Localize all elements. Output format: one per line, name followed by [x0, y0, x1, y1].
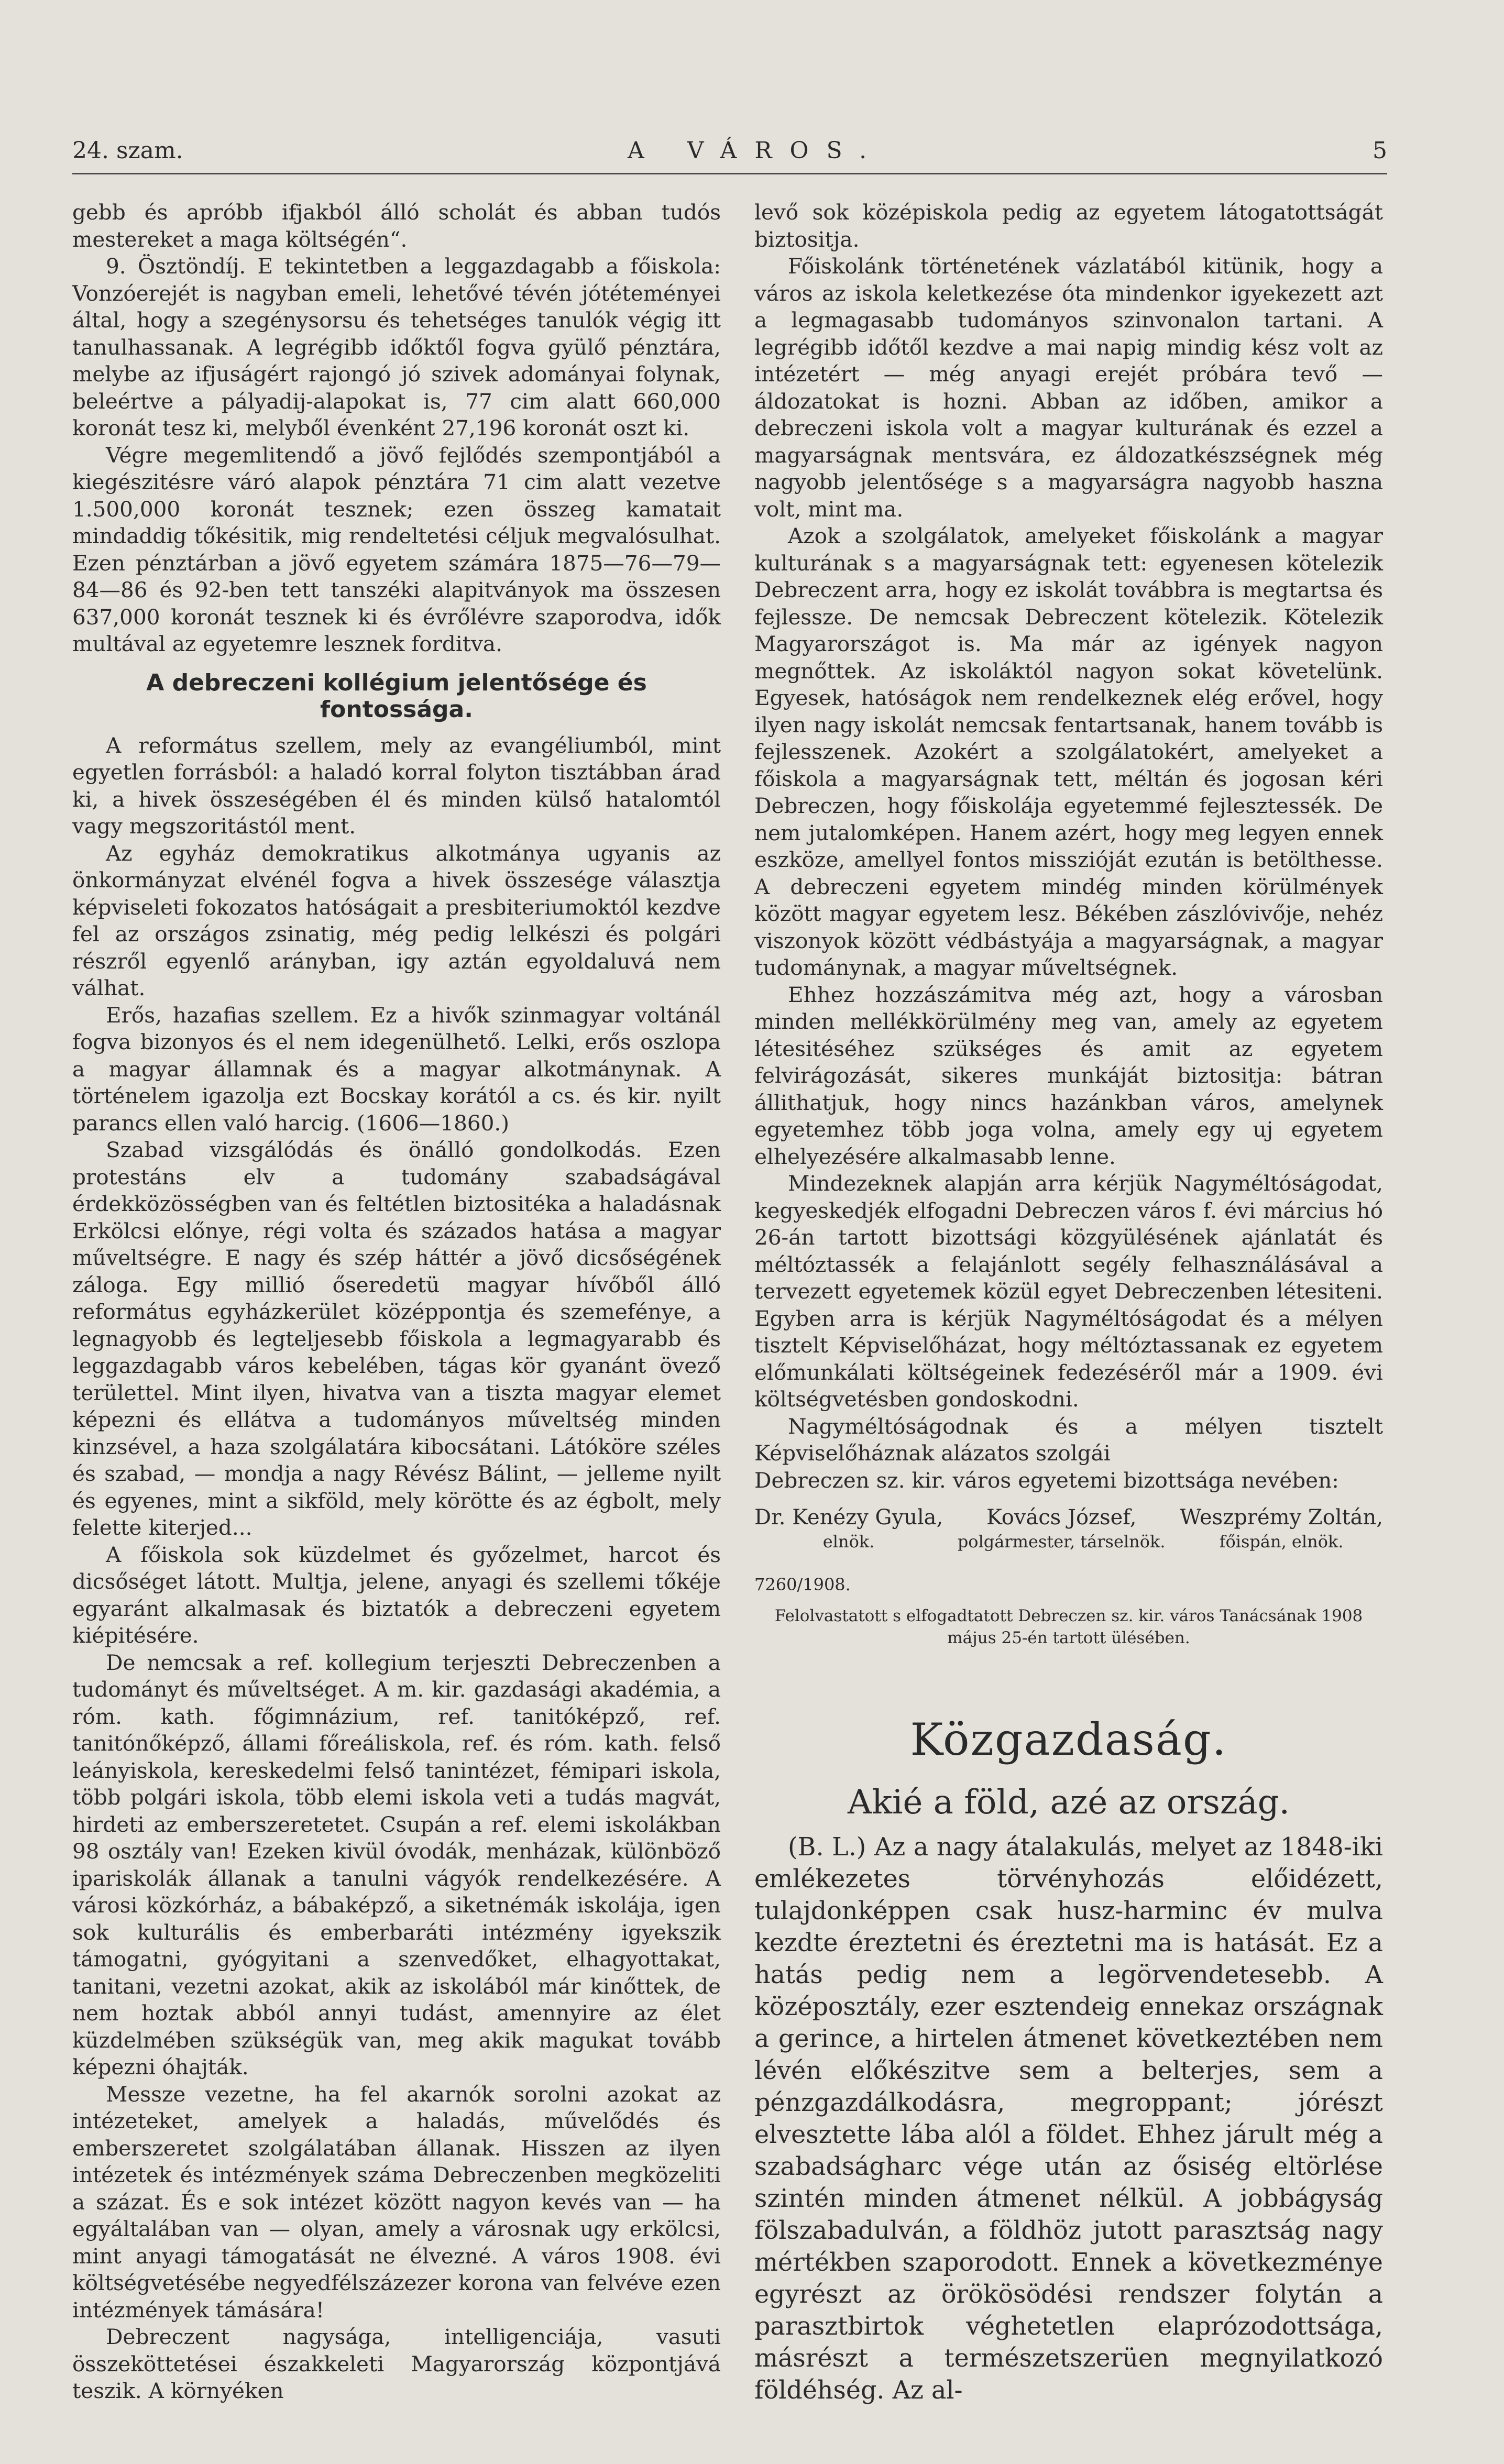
signature-name: Kovács József,	[986, 1505, 1137, 1530]
resolution-note: Felolvastatott s elfogadtatott Debreczen sz. kir. város Tanácsának 1908 május 25-én tartott ülésében.	[774, 1607, 1363, 1647]
section-title: A debreczeni kollégium jelentősége és fontossága.	[146, 669, 647, 723]
article-title: Akié a föld, azé az ország.	[848, 1783, 1290, 1822]
paragraph: Azok a szolgálatok, amelyeket főiskolánk a magyar kulturának s a magyarságnak tett: egyenesen kötelezik Debreczent arra, hogy ez iskolát továbbra is megtartsa és fejlessze. De nemcsak Debreczent kötelezik. Kötelezik Magyarországot is. Ma már az igények nagyon megnőttek. Az iskoláktól nagyon sokat követelünk. Egyesek, hatóságok nem rendelkeznek elég erővel, hogy ilyen nagy iskolát nemcsak fentartsanak, hanem tovább is fejlesszenek. Azokért a szolgálatokért, amelyeket a főiskola a magyarságnak tett, méltán és jogosan kéri Debreczen, hogy főiskolája egyetemmé fejlesztessék. De nem jutalomképen. Hanem azért, hogy meg legyen ennek eszköze, amellyel fontos misszióját ezután is betölthesse. A debreczeni egyetem mindég minden körülmények között magyar egyetem lesz. Békében zászlóvivője, nehéz viszonyok között védbástyája a magyarságnak, a magyar tudománynak, a magyar műveltségnek.	[754, 523, 1383, 980]
paragraph: Erős, hazafias szellem. Ez a hivők szinmagyar voltánál fogva bizonyos és el nem idegenülhető. Lelki, erős oszlopa a magyar államnak és a magyar alkotmánynak. A történelem igazolja ezt Bocskay korától a cs. és kir. nyilt parancs ellen való harcig. (1606—1860.)	[72, 1002, 721, 1136]
paragraph: Főiskolánk történetének vázlatából kitünik, hogy a város az iskola keletkezése óta mindenkor igyekezett azt a legmagasabb tudományos szinvonalon tartani. A legrégibb időtől kezdve a mai napig mindig kész volt az intézetért — még anyagi erejét próbára tevő — áldozatokat is hozni. Abban az időben, amikor a debreczeni iskola volt a magyar kulturának és ezzel a magyarságnak mentsvára, ez áldozatkészségnek még nagyobb jelentősége s a magyarságra nagyobb haszna volt, mint ma.	[754, 254, 1383, 522]
signatures	[754, 1505, 1383, 1552]
signature	[958, 1505, 1166, 1552]
signature	[754, 1505, 943, 1552]
page-number: 5	[1373, 137, 1387, 164]
newspaper-title: A VÁROS.	[628, 137, 885, 164]
paragraph: 9. Ösztöndíj. E tekintetben a leggazdagabb a főiskola: Vonzóerejét is nagyban emeli, lehetővé tévén jótéteményei által, hogy a szegénysorsu és tehetséges tanulók végig itt tanulhassanak. A legrégibb időktől fogva gyülő pénztára, melybe az ifjuságért rajongó jó szivek adományai folynak, beleértve a pályadij-alapokat is, 77 cim alatt 660,000 koronát tesz ki, melyből évenként 27,196 koronát oszt ki.	[72, 254, 721, 441]
paragraph: Szabad vizsgálódás és önálló gondolkodás. Ezen protestáns elv a tudomány szabadságával érdekközösségben van és feltétlen biztositéka a haladásnak Erkölcsi előnye, régi volta és százados hatása a magyar műveltségre. E nagy és szép háttér a jövő dicsőségének záloga. Egy millió őseredetü magyar hívőből álló református egyházkerület középpontja és szemefénye, a legnagyobb és legteljesebb főiskola a legmagyarabb és leggazdagabb város kebelében, tágas kör gyanánt övező területtel. Mint ilyen, hivatva van a tiszta magyar elemet képezni és ellátva a tudományos műveltség minden kinzsével, a haza szolgálatára kibocsátani. Látóköre széles és szabad, — mondja a nagy Révész Bálint, — jelleme nyilt és egyenes, mint a sikföld, mely körötte és az égbolt, mely felette kiterjed...	[72, 1137, 721, 1540]
signature-name: Dr. Kenézy Gyula,	[754, 1505, 943, 1530]
paragraph: Debreczent nagysága, intelligenciája, vasuti összeköttetései északkeleti Magyarország központjává teszik. A környéken	[72, 2324, 721, 2403]
signature-role: főispán, elnök.	[1219, 1532, 1344, 1552]
paragraph: A református szellem, mely az evangéliumból, mint egyetlen forrásból: a haladó korral folyton tisztábban árad ki, a hivek összeségében él és minden külső hatalomtól vagy megszoritástól ment.	[72, 732, 721, 839]
paragraph: A főiskola sok küzdelmet és győzelmet, harcot és dicsőséget látott. Multja, jelene, anyagi és szellemi tőkéje egyaránt alkalmasak és biztatók a debreczeni egyetem kiépitésére.	[72, 1542, 721, 1648]
signature-name: Weszprémy Zoltán,	[1180, 1505, 1383, 1530]
section-heading: Közgazdaság.	[910, 1714, 1227, 1765]
article-body: (B. L.) Az a nagy átalakulás, melyet az 1848-iki emlékezetes törvényhozás előidézett, tulajdonképpen csak husz-harminc év mulva kezdte éreztetni és éreztetni ma is hatását. Ez a hatás pedig nem a legörvendetesebb. A középosztály, ezer esztendeig ennekaz országnak a gerince, a hirtelen átmenet következtében nem lévén előkészitve sem a belterjes, sem a pénzgazdálkodásra, megroppant; jórészt elvesztette lába alól a földet. Ehhez járult még a szabadságharc vége után az ősiség eltörlése szintén minden átmenet nélkül. A jobbágyság fölszabadulván, a földhöz jutott parasztság nagy mértékben szaporodott. Ennek a következménye egyrészt az örökösödési rendszer folytán a parasztbirtok véghetetlen elaprózodottsága, másrészt a természetszerüen megnyilatkozó földéhség. Az al-	[754, 1833, 1383, 2405]
paragraph: De nemcsak a ref. kollegium terjeszti Debreczenben a tudományt és műveltséget. A m. kir. gazdasági akadémia, a róm. kath. főgimnázium, ref. tanitóképző, ref. tanitónőképző, állami főreáliskola, ref. és róm. kath. felső leányiskola, kereskedelmi felső tanintézet, fémipari iskola, több polgári iskola, több elemi iskola veti a tudás magvát, hirdeti az emberszeretetet. Csupán a ref. elemi iskolákban 98 osztály van! Ezeken kivül óvodák, menházak, különböző ipariskolák állanak a tanulni vágyók rendelkezésére. A városi közkórház, a bábaképző, a siketnémák iskolája, igen sok kulturális és emberbaráti intézmény igyekszik támogatni, gyógyitani a szenvedőket, elhagyottakat, tanitani, vezetni azokat, akik az iskolából már kinőttek, de nem hoztak abból annyi tudást, amennyire az élet küzdelmében szükségük van, meg akik magukat tovább képezni óhajták.	[72, 1649, 721, 2080]
signature-intro: Debreczen sz. kir. város egyetemi bizottsága nevében:	[754, 1467, 1339, 1493]
left-column	[72, 199, 721, 2405]
paragraph: Messze vezetne, ha fel akarnók sorolni azokat az intézeteket, amelyek a haladás, művelődés és emberszeretet szolgálatában állanak. Hisszen az ilyen intézetek és intézmények száma Debreczenben megközeliti a százat. És e sok intézet között nagyon kevés van — ha egyáltalában van — olyan, amely a városnak ugy erkölcsi, mint anyagi támogatását ne élvezné. A város 1908. évi költségvetésébe negyedfélszázezer korona van felvéve ezen intézmények támására!	[72, 2081, 721, 2323]
right-column	[754, 199, 1383, 2406]
issue-number: 24. szam.	[72, 137, 183, 164]
paragraph: levő sok középiskola pedig az egyetem látogatottságát biztositja.	[754, 200, 1383, 252]
paragraph: Nagyméltóságodnak és a mélyen tisztelt Képviselőháznak alázatos szolgái	[754, 1413, 1383, 1466]
paragraph: Ehhez hozzászámitva még azt, hogy a városban minden mellékkörülmény meg van, amely az egyetem létesitéséhez szükséges és amit az egyetem felvirágozását, sikeres munkáját biztositja: bátran állithatjuk, hogy nincs hazánkban város, amelynek egyetemhez több joga volna, amely egy uj egyetem elhelyezésére alkalmasabb lenne.	[754, 982, 1383, 1169]
signature-role: elnök.	[822, 1532, 875, 1552]
paragraph: Mindezeknek alapján arra kérjük Nagyméltóságodat, kegyeskedjék elfogadni Debreczen város f. évi március hó 26-án tartott bizottsági közgyülésének ajánlatát és méltóztassék a felajánlott segély felhasználásával a tervezett egyetemek közül egyet Debreczenben létesiteni. Egyben arra is kérjük Nagyméltóságodat és a mélyen tisztelt Képviselőházat, hogy méltóztassanak ez egyetem előmunkálati költségeinek fedezéséről már a 1909. évi költségvetésben gondoskodni.	[754, 1171, 1383, 1412]
signature	[1180, 1505, 1383, 1552]
page-header	[72, 137, 1387, 169]
reference-number: 7260/1908.	[754, 1575, 851, 1594]
paragraph: gebb és apróbb ifjakból álló scholát és abban tudós mestereket a maga költségén“.	[72, 200, 721, 252]
paragraph: Végre megemlitendő a jövő fejlődés szempontjából a kiegészitésre váró alapok pénztára 71 cim alatt vezetve 1.500,000 koronát tesznek; ezen összeg kamatait mindaddig tőkésitik, mig rendeltetési céljuk megvalósulhat. Ezen pénztárban a jövő egyetem számára 1875—76—79—84—86 és 92-ben tett tanszéki alapitványok ma összesen 637,000 koronát tesznek ki és évrőlévre szaporodva, idők multával az egyetemre lesznek forditva.	[72, 442, 721, 656]
signature-role: polgármester, társelnök.	[957, 1532, 1166, 1552]
paragraph: Az egyház demokratikus alkotmánya ugyanis az önkormányzat elvénél fogva a hivek összesége választja képviseleti fokozatos hatóságait a presbiteriumoktól kezdve fel az országos zsinatig, még pedig lelkészi és polgári részről egyenlő arányban, igy aztán egyoldaluvá nem válhat.	[72, 840, 721, 1000]
header-rule	[72, 173, 1387, 174]
